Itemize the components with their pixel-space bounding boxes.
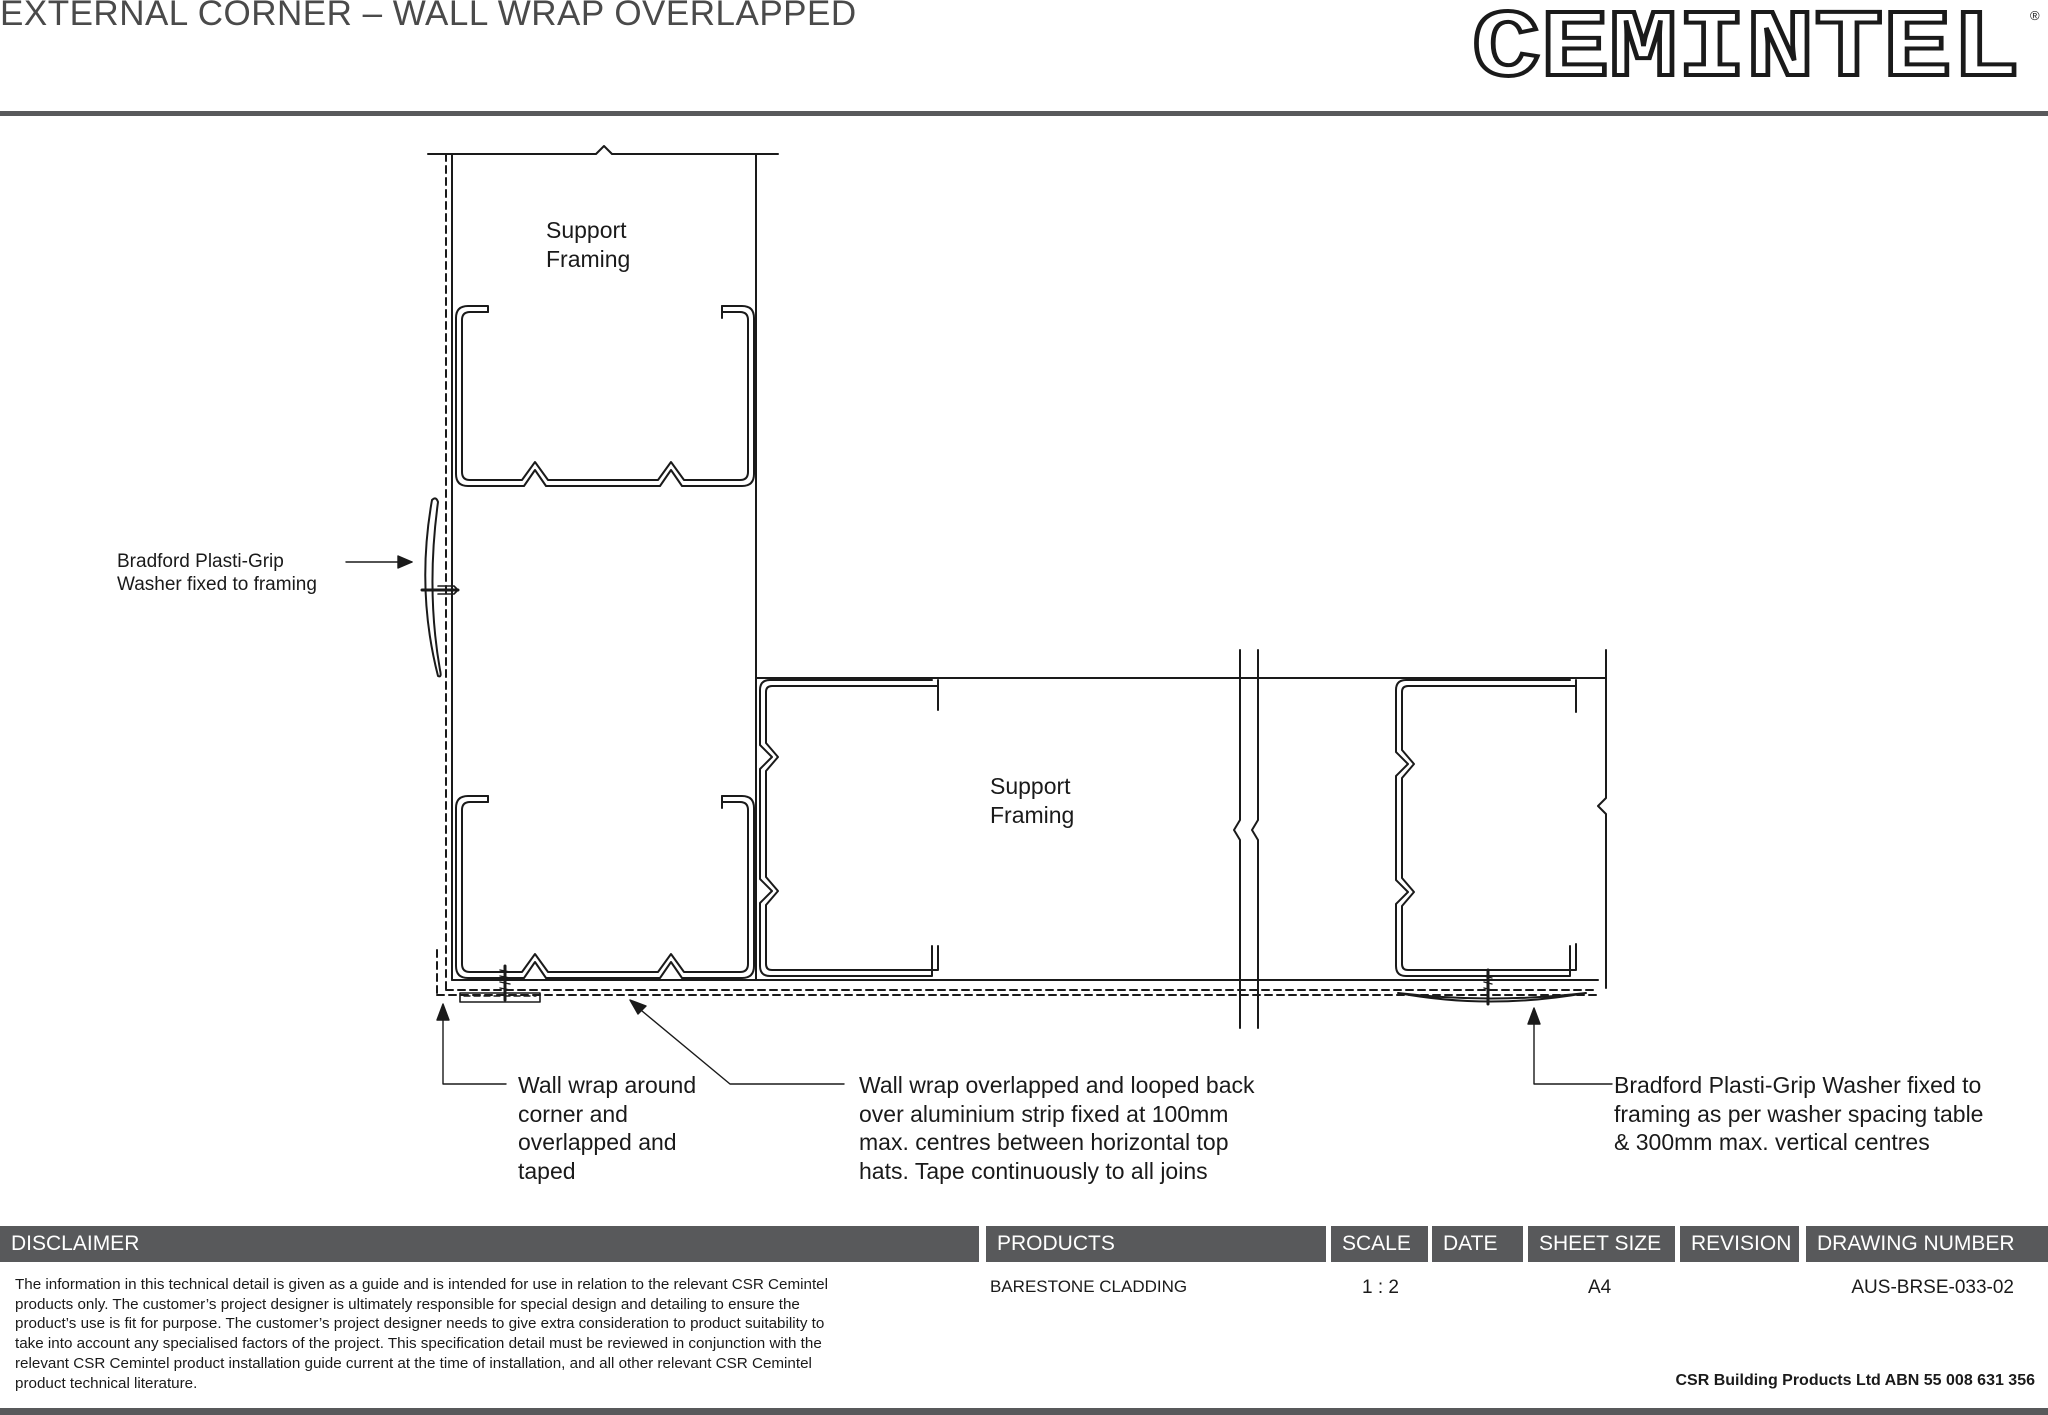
drawing-number-value: AUS-BRSE-033-02 — [1851, 1277, 2014, 1298]
header-sheet-size: SHEET SIZE — [1528, 1226, 1675, 1262]
logo-text: CEMINTEL — [1472, 2, 2020, 82]
header-scale: SCALE — [1331, 1226, 1428, 1262]
label-washer-left: Bradford Plasti-Grip Washer fixed to framing — [117, 551, 317, 595]
label-washer-right: Bradford Plasti-Grip Washer fixed to framing as per washer spacing table & 300mm max. vertical centres — [1614, 1072, 1984, 1156]
label-wall-wrap-overlap: Wall wrap overlapped and looped back over aluminium strip fixed at 100mm max. centres between horizontal top hats. Tape continuously to all joins — [859, 1072, 1255, 1184]
sheet-size-value: A4 — [1588, 1277, 1612, 1298]
registered-mark: ® — [2030, 8, 2040, 23]
leader-lines — [346, 556, 1612, 1084]
header-products: PRODUCTS — [986, 1226, 1326, 1262]
header-date: DATE — [1432, 1226, 1523, 1262]
upper-wall-framing — [428, 146, 778, 995]
products-value: BARESTONE CLADDING — [990, 1277, 1188, 1296]
company-abn: CSR Building Products Ltd ABN 55 008 631 356 — [1675, 1372, 2035, 1389]
label-wall-wrap-corner: Wall wrap around corner and overlapped and taped — [518, 1072, 697, 1184]
drawing-title: EXTERNAL CORNER – WALL WRAP OVERLAPPED — [0, 0, 857, 33]
top-hat-lower-2 — [1396, 680, 1576, 976]
footer-divider — [0, 1408, 2048, 1415]
top-hat-upper-2 — [456, 796, 754, 978]
top-hat-lower-1 — [760, 680, 938, 976]
label-support-framing-top: Support Framing — [546, 217, 631, 272]
header-disclaimer: DISCLAIMER — [0, 1226, 979, 1262]
disclaimer-text: The information in this technical detail is given as a guide and is intended for use in relation to the relevant CSR Cemintel products only. The customer’s project designer is ultimately responsible for special design and detailing to ensure the product’s use is fit for purpose. The customer’s project designer needs to give extra consideration to product suitability to take into account any specialised factors of the project. This specification detail must be reviewed in conjunction with the relevant CSR Cemintel product installation guide current at the time of installation, and all other relevant CSR Cemintel product technical literature. — [15, 1276, 828, 1392]
scale-value: 1 : 2 — [1362, 1277, 1399, 1298]
header-drawing-number: DRAWING NUMBER — [1806, 1226, 2048, 1262]
top-hat-upper-1 — [456, 306, 754, 486]
label-support-framing-bottom: Support Framing — [990, 773, 1075, 828]
header-revision: REVISION — [1680, 1226, 1799, 1262]
